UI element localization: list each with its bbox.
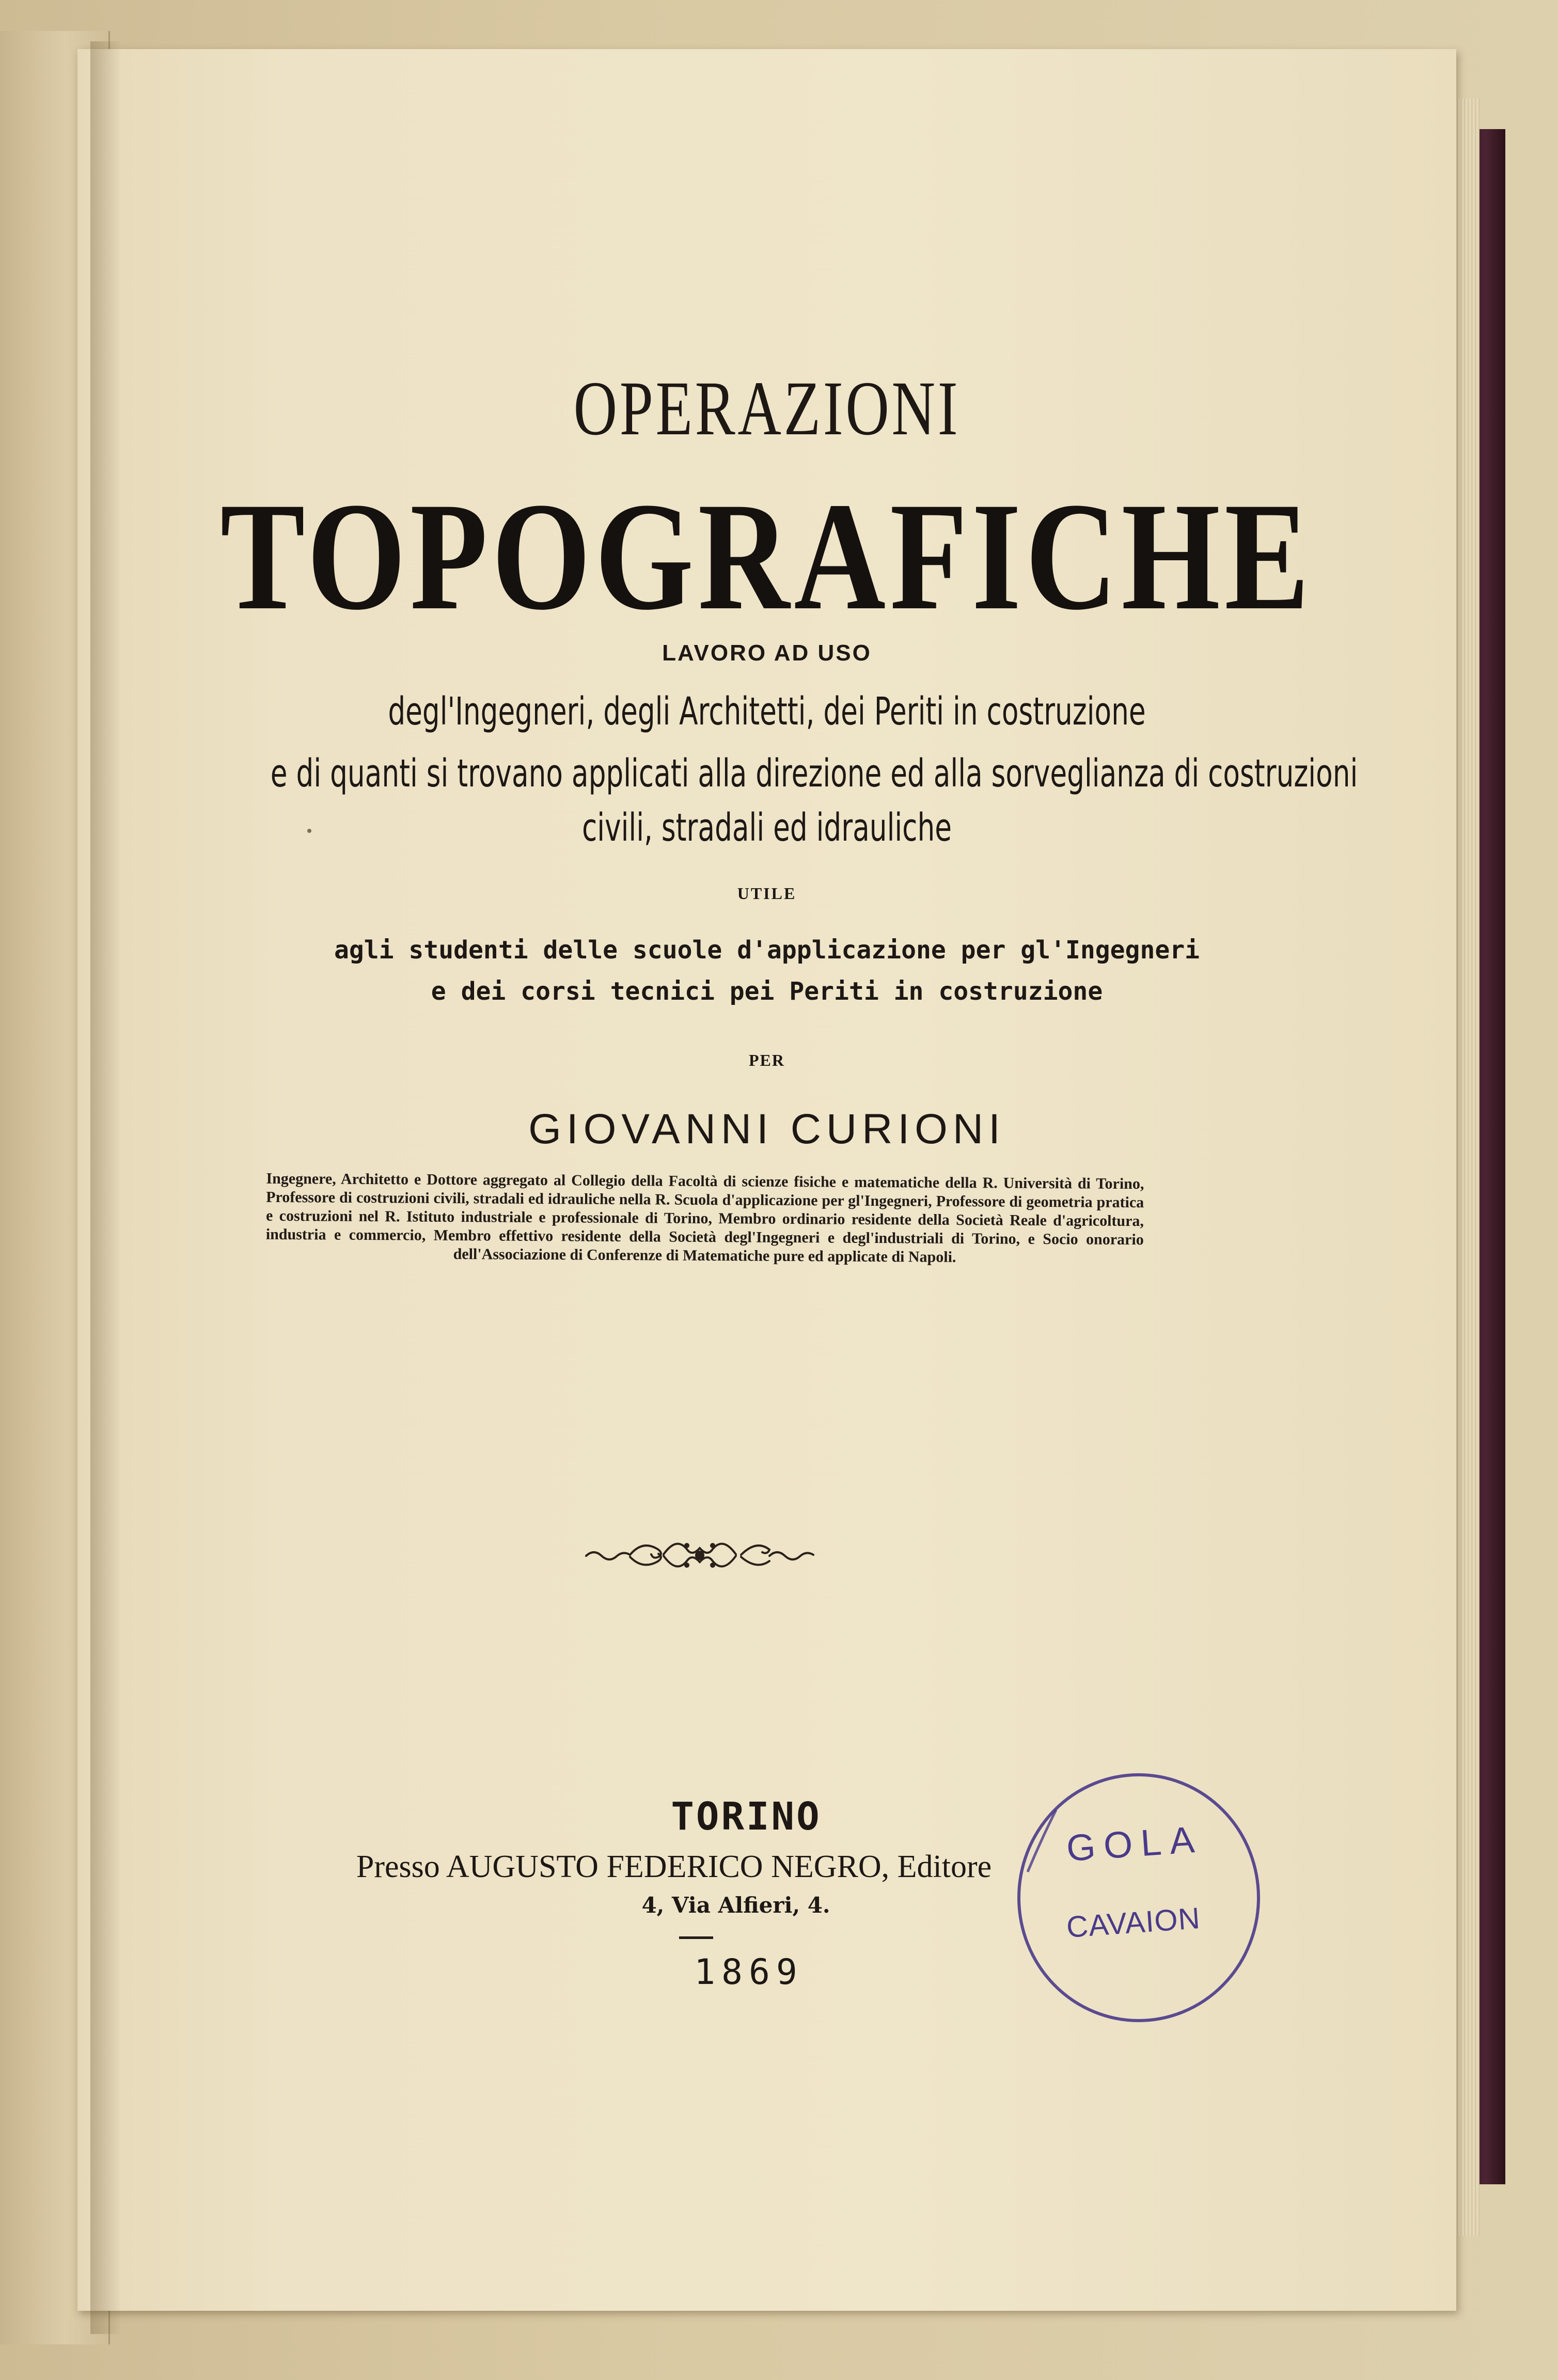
title-line-2: TOPOGRAFICHE [220, 470, 1314, 642]
stamp-text-gola: GOLA [1065, 1818, 1204, 1870]
utile-label: UTILE [737, 884, 797, 903]
students-line-1: agli studenti delle scuole d'applicazione per gl'Ingegneri [334, 936, 1200, 965]
separator-dash [679, 1936, 713, 1939]
author-credentials: Ingegnere, Architetto e Dottore aggregato al Collegio della Facoltà di scienze fisiche e matematiche della R. Università di Torino, Professore di costruzioni civili, stradali ed idrauliche nella R. Scuola d'applicazione per gl'Ingegneri, Professore di geometria pratica e costruzioni nel R. Istituto industriale e professionale di Torino, Membro ordinario residente della Società Reale d'agricoltura, industria e commercio, Membro effettivo residente della Società degl'Ingegneri e degl'industriali di Torino, e Socio onorario dell'Associazione di Conferenze di Matematiche pure ed applicate di Napoli. [265, 1170, 1144, 1266]
city: TORINO [671, 1794, 822, 1839]
per-label: PER [749, 1051, 785, 1069]
stamp-text-cavaion: CAVAION [1065, 1901, 1202, 1944]
subtitle-lavoro: LAVORO AD USO [662, 640, 872, 666]
ink-speck [307, 829, 311, 833]
students-line-2: e dei corsi tecnici pei Periti in costruzione [431, 977, 1103, 1006]
author-name: GIOVANNI CURIONI [528, 1106, 1005, 1153]
publisher: Presso AUGUSTO FEDERICO NEGRO, Editore [356, 1849, 992, 1884]
ownership-stamp-icon [1010, 1769, 1268, 2027]
title-line-1: OPERAZIONI [573, 366, 961, 451]
publisher-address: 4, Via Alfieri, 4. [641, 1893, 830, 1918]
ornament-fleuron-icon [581, 1531, 819, 1578]
description-line-3: civili, stradali ed idrauliche [581, 806, 952, 850]
description-line-2: e di quanti si trovano applicati alla direzione ed alla sorveglianza di costruzioni [270, 751, 1358, 796]
description-line-1: degl'Ingegneri, degli Architetti, dei Periti in costruzione [388, 689, 1146, 734]
publication-year: 1869 [694, 1952, 804, 1993]
